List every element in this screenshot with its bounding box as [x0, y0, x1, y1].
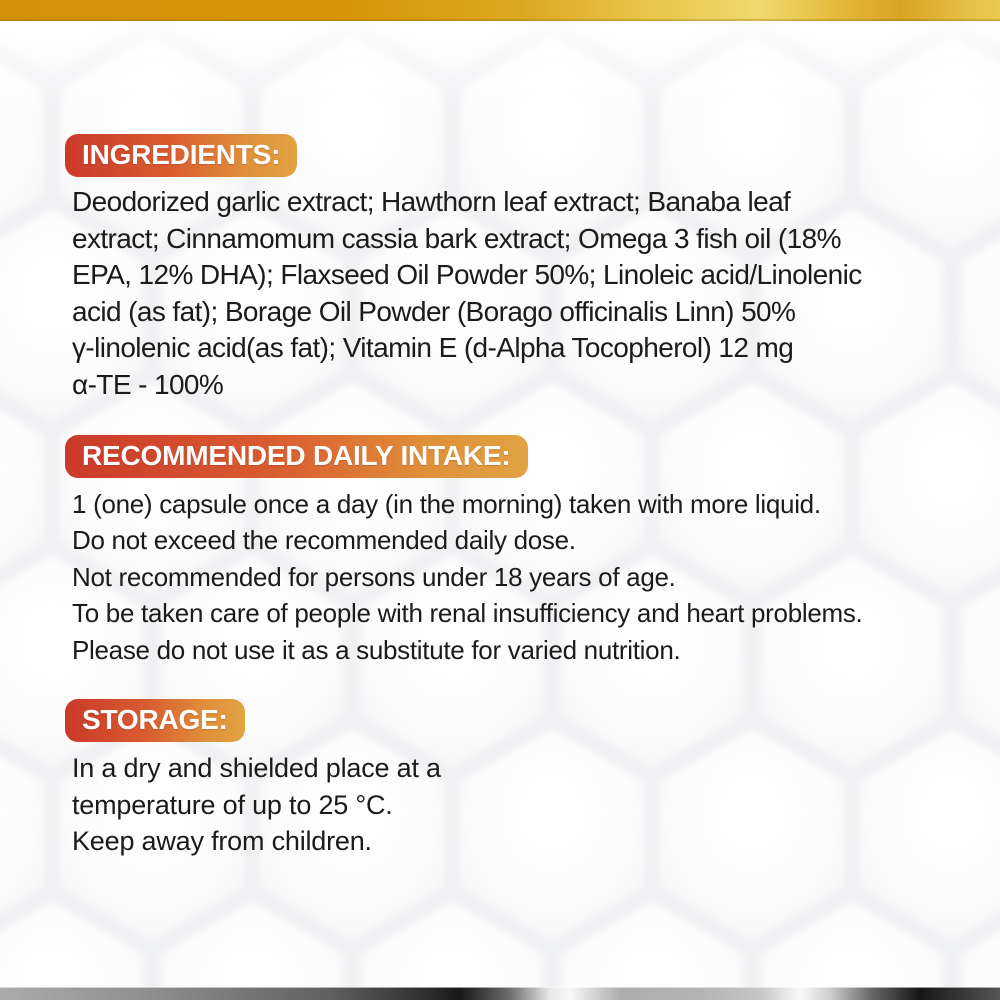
ingredients-text [72, 184, 862, 404]
gold-top-band [0, 0, 1000, 21]
daily-intake-line: 1 (one) capsule once a day (in the morning) taken with more liquid. [72, 489, 821, 519]
ingredients-line: extract; Cinnamomum cassia bark extract; Omega 3 fish oil (18% [72, 222, 841, 254]
metallic-bottom-band [0, 987, 1000, 1000]
ingredients-line: EPA, 12% DHA); Flaxseed Oil Powder 50%; Linoleic acid/Linolenic [72, 259, 862, 291]
storage-line: Keep away from children. [72, 826, 372, 857]
storage-text [72, 750, 441, 860]
storage-line: In a dry and shielded place at a [72, 753, 441, 783]
daily-intake-line: To be taken care of people with renal insufficiency and heart problems. [72, 598, 863, 629]
daily-intake-heading-badge: RECOMMENDED DAILY INTAKE: [65, 435, 528, 478]
storage-line: temperature of up to 25 °C. [72, 789, 393, 820]
ingredients-line: α-TE - 100% [72, 368, 224, 400]
daily-intake-line: Please do not use it as a substitute for varied nutrition. [72, 634, 681, 665]
ingredients-line: Deodorized garlic extract; Hawthorn leaf extract; Banaba leaf [72, 186, 791, 217]
storage-heading-badge: STORAGE: [65, 699, 245, 742]
ingredients-line: γ-linolenic acid(as fat); Vitamin E (d-Alpha Tocopherol) 12 mg [72, 332, 794, 364]
daily-intake-line: Do not exceed the recommended daily dose. [72, 525, 576, 556]
ingredients-line: acid (as fat); Borage Oil Powder (Borago officinalis Linn) 50% [72, 295, 796, 327]
ingredients-heading-badge: INGREDIENTS: [65, 134, 297, 177]
daily-intake-text [72, 486, 862, 668]
daily-intake-line: Not recommended for persons under 18 years of age. [72, 561, 676, 592]
